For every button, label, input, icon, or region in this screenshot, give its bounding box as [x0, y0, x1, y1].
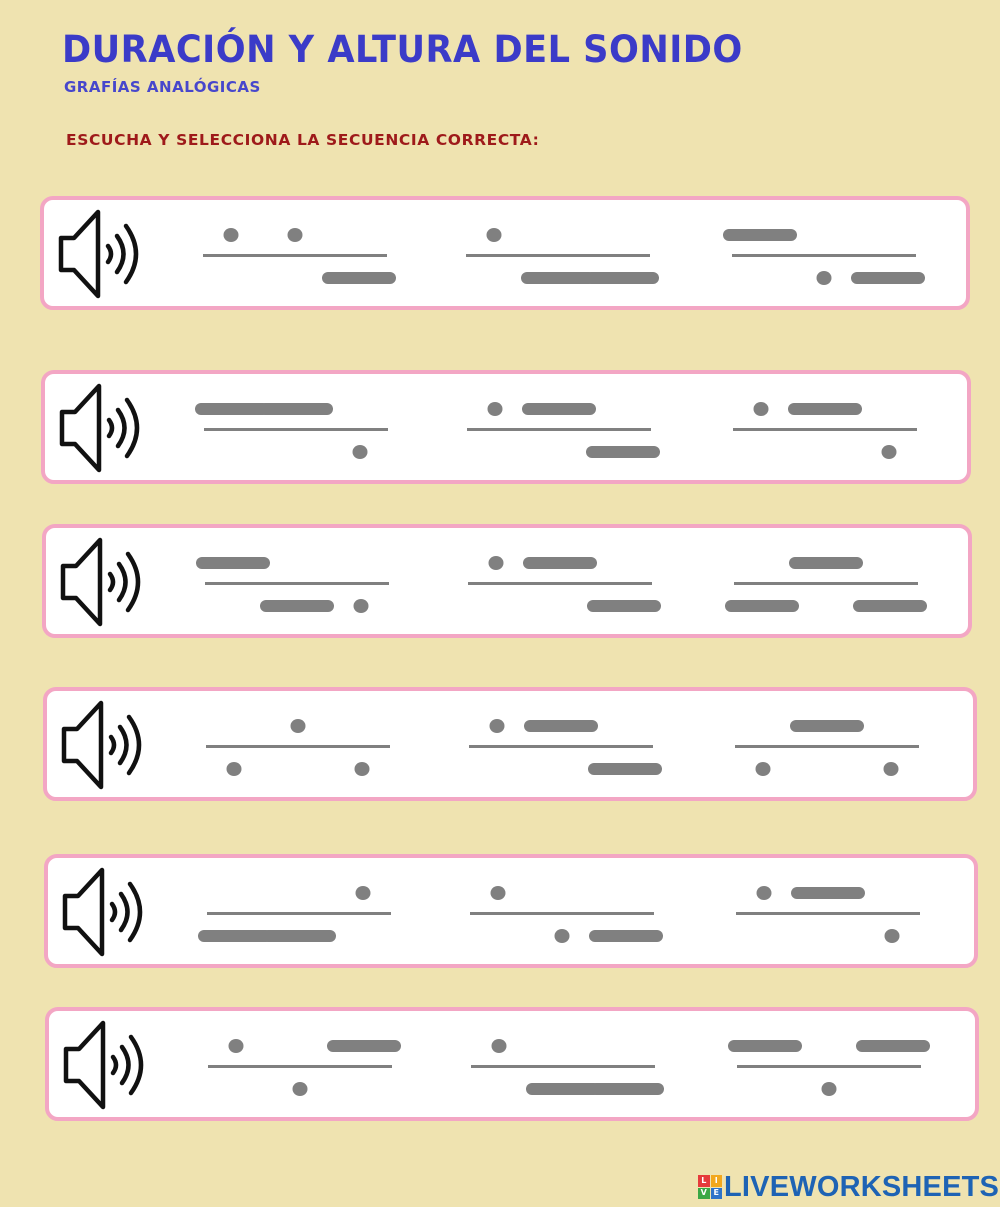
- short-sound-dot-low: [822, 1082, 837, 1096]
- staff-line: [466, 254, 650, 257]
- short-sound-dot-low: [884, 762, 899, 776]
- short-sound-dot-high: [229, 1039, 244, 1053]
- page-title: DURACIÓN Y ALTURA DEL SONIDO: [62, 28, 743, 71]
- long-sound-dash-low: [322, 272, 396, 284]
- logo-text: LIVEWORKSHEETS: [724, 1170, 1000, 1203]
- short-sound-dot-low: [355, 762, 370, 776]
- sequence-option-3[interactable]: [723, 707, 913, 787]
- short-sound-dot-high: [488, 402, 503, 416]
- short-sound-dot-high: [224, 228, 239, 242]
- short-sound-dot-high: [757, 886, 772, 900]
- long-sound-dash-high: [856, 1040, 930, 1052]
- sequence-option-2[interactable]: [457, 707, 647, 787]
- play-audio-button[interactable]: [57, 380, 147, 476]
- sequence-option-2[interactable]: [459, 1027, 649, 1107]
- staff-line: [733, 428, 917, 431]
- page-subtitle: GRAFÍAS ANALÓGICAS: [64, 78, 261, 96]
- short-sound-dot-low: [353, 445, 368, 459]
- speaker-icon: [60, 864, 150, 960]
- short-sound-dot-high: [487, 228, 502, 242]
- short-sound-dot-high: [288, 228, 303, 242]
- long-sound-dash-low: [585, 272, 659, 284]
- speaker-icon: [61, 1017, 151, 1113]
- speaker-icon: [58, 534, 148, 630]
- play-audio-button[interactable]: [61, 1017, 151, 1113]
- short-sound-dot-high: [754, 402, 769, 416]
- liveworksheets-logo: [698, 1170, 999, 1204]
- play-audio-button[interactable]: [60, 864, 150, 960]
- staff-line: [735, 745, 919, 748]
- short-sound-dot-low: [885, 929, 900, 943]
- short-sound-dot-high: [491, 886, 506, 900]
- long-sound-dash-high: [790, 720, 864, 732]
- staff-line: [206, 745, 390, 748]
- long-sound-dash-high: [723, 229, 797, 241]
- play-audio-button[interactable]: [59, 697, 149, 793]
- exercise-row-2: [41, 370, 971, 484]
- short-sound-dot-high: [492, 1039, 507, 1053]
- exercise-row-3: [42, 524, 972, 638]
- staff-line: [467, 428, 651, 431]
- short-sound-dot-high: [490, 719, 505, 733]
- long-sound-dash-low: [198, 930, 272, 942]
- long-sound-dash-low: [526, 1083, 600, 1095]
- long-sound-dash-low: [590, 1083, 664, 1095]
- long-sound-dash-low: [851, 272, 925, 284]
- long-sound-dash-high: [259, 403, 333, 415]
- staff-line: [737, 1065, 921, 1068]
- sequence-option-3[interactable]: [724, 874, 914, 954]
- sequence-option-3[interactable]: [722, 544, 912, 624]
- short-sound-dot-high: [489, 556, 504, 570]
- exercise-row-4: [43, 687, 977, 801]
- short-sound-dot-low: [227, 762, 242, 776]
- staff-line: [207, 912, 391, 915]
- long-sound-dash-low: [853, 600, 927, 612]
- staff-line: [732, 254, 916, 257]
- staff-line: [205, 582, 389, 585]
- logo-badge-icon: L I V E: [698, 1175, 722, 1199]
- sequence-option-2[interactable]: [458, 874, 648, 954]
- long-sound-dash-high: [728, 1040, 802, 1052]
- staff-line: [470, 912, 654, 915]
- long-sound-dash-high: [327, 1040, 401, 1052]
- sequence-option-1[interactable]: [191, 216, 381, 296]
- speaker-icon: [56, 206, 146, 302]
- play-audio-button[interactable]: [56, 206, 146, 302]
- sequence-option-1[interactable]: [195, 874, 385, 954]
- speaker-icon: [57, 380, 147, 476]
- staff-line: [204, 428, 388, 431]
- long-sound-dash-high: [791, 887, 865, 899]
- staff-line: [471, 1065, 655, 1068]
- exercise-row-6: [45, 1007, 979, 1121]
- sequence-option-2[interactable]: [456, 544, 646, 624]
- exercise-row-1: [40, 196, 970, 310]
- play-audio-button[interactable]: [58, 534, 148, 630]
- short-sound-dot-low: [882, 445, 897, 459]
- staff-line: [203, 254, 387, 257]
- exercise-row-5: [44, 854, 978, 968]
- long-sound-dash-high: [196, 557, 270, 569]
- instruction-text: ESCUCHA Y SELECCIONA LA SECUENCIA CORRECTA:: [66, 131, 540, 149]
- long-sound-dash-high: [789, 557, 863, 569]
- long-sound-dash-low: [260, 600, 334, 612]
- long-sound-dash-high: [524, 720, 598, 732]
- long-sound-dash-low: [725, 600, 799, 612]
- sequence-option-2[interactable]: [455, 390, 645, 470]
- long-sound-dash-low: [588, 763, 662, 775]
- short-sound-dot-high: [356, 886, 371, 900]
- long-sound-dash-high: [523, 557, 597, 569]
- long-sound-dash-low: [587, 600, 661, 612]
- sequence-option-1[interactable]: [193, 544, 383, 624]
- long-sound-dash-high: [195, 403, 269, 415]
- sequence-option-2[interactable]: [454, 216, 644, 296]
- long-sound-dash-low: [589, 930, 663, 942]
- sequence-option-3[interactable]: [720, 216, 910, 296]
- long-sound-dash-low: [586, 446, 660, 458]
- staff-line: [469, 745, 653, 748]
- short-sound-dot-low: [555, 929, 570, 943]
- short-sound-dot-low: [756, 762, 771, 776]
- staff-line: [208, 1065, 392, 1068]
- short-sound-dot-low: [817, 271, 832, 285]
- short-sound-dot-low: [293, 1082, 308, 1096]
- short-sound-dot-high: [291, 719, 306, 733]
- long-sound-dash-high: [788, 403, 862, 415]
- sequence-option-3[interactable]: [725, 1027, 915, 1107]
- staff-line: [736, 912, 920, 915]
- long-sound-dash-low: [521, 272, 595, 284]
- sequence-option-1[interactable]: [194, 707, 384, 787]
- short-sound-dot-low: [354, 599, 369, 613]
- sequence-option-1[interactable]: [192, 390, 382, 470]
- sequence-option-1[interactable]: [196, 1027, 386, 1107]
- long-sound-dash-low: [262, 930, 336, 942]
- staff-line: [468, 582, 652, 585]
- speaker-icon: [59, 697, 149, 793]
- sequence-option-3[interactable]: [721, 390, 911, 470]
- long-sound-dash-high: [522, 403, 596, 415]
- staff-line: [734, 582, 918, 585]
